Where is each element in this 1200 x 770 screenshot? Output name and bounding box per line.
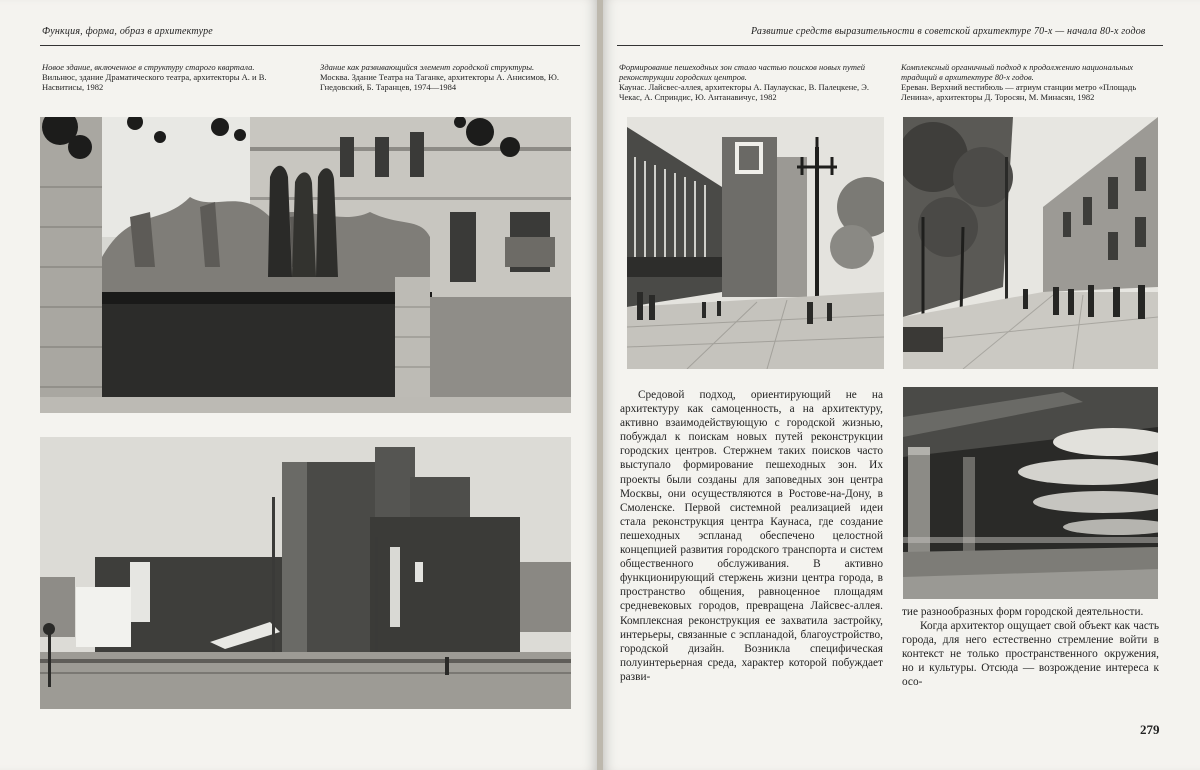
caption-yerevan-metro-title: Комплексный органичный подход к продолжению национальных традиций в архитектуре 80-х годов. [901,62,1134,82]
caption-taganka-theatre [320,62,578,92]
caption-vilnius-theatre-credits: Вильнюс, здание Драматического театра, архитекторы А. и В. Насвитисы, 1982 [42,72,267,92]
left-page [0,0,597,770]
caption-kaunas-alley-credits: Каунас. Лайсвес-аллея, архитекторы А. Паулаускас, В. Палецкене, Э. Чекас, А. Сприндис, Ю. Антанавичус, 1982 [619,82,870,102]
photo-vilnius-theatre [40,117,571,413]
caption-taganka-theatre-title: Здание как развивающийся элемент городской структуры. [320,62,535,72]
left-header-rule [40,45,580,46]
caption-yerevan-metro [901,62,1163,102]
photo-yerevan-street [903,117,1158,369]
photo-taganka-theatre [40,437,571,709]
right-running-head: Развитие средств выразительности в советской архитектуре 70-х — начала 80-х годов [751,26,1146,37]
article-paragraph-1-continuation: тие разнообразных форм городской деятельности. [902,606,1144,618]
article-paragraph-2: Когда архитектор ощущает свой объект как часть города, для него естественно стремление войти в контекст не только пространственного окружения, но и культуры. Отсюда — возрождение интереса к осо- [902,620,1159,689]
caption-kaunas-alley [619,62,887,102]
photo-metro-atrium [903,387,1158,599]
photo-kaunas-square [627,117,884,369]
right-page [603,0,1200,770]
article-column-left [620,388,883,684]
caption-kaunas-alley-title: Формирование пешеходных зон стало частью поисков новых путей реконструкции городских центров. [619,62,865,82]
caption-vilnius-theatre-title: Новое здание, включенное в структуру старого квартала. [42,62,255,72]
caption-taganka-theatre-credits: Москва. Здание Театра на Таганке, архитекторы А. Анисимов, Ю. Гнедовский, Б. Таранцев, 1974—1984 [320,72,559,92]
left-running-head: Функция, форма, образ в архитектуре [42,26,213,37]
article-paragraph-1: Средовой подход, ориентирующий не на архитектуру как самоценность, а на архитектуру, активно взаимодействующую с городской жизнью, побуждал к поискам новых путей реконструкции городских центров. Стержнем таких поисков часто выступало формирование пешеходных зон. Их проекты были созданы для заповедных зон центра Москвы, они осуществляются в Ростове-на-Дону, в Смоленске. Первой системной реализацией идеи стала реконструкция центра Каунаса, где создание пешеходных эспланад обеспечено целостной концепцией развития городского транспорта и систем общественного обслуживания. В активно функционирующий стержень жизни центра города, в пространство общения, равноценное площадям средневековых городов, превращена Лайсвес-аллея. Комплексная реконструкция ее захватила застройку, интерьеры, связанные с эспланадой, благоустройство, городской дизайн. Возникла специфическая полуинтерьерная среда, характер которой побуждает разви- [620,389,883,683]
caption-vilnius-theatre [42,62,294,92]
right-header-rule [617,45,1163,46]
article-column-right [902,605,1159,690]
page-number: 279 [1140,722,1160,737]
caption-yerevan-metro-credits: Ереван. Верхний вестибюль — атриум станции метро «Площадь Ленина», архитекторы Д. Торосян, М. Минасян, 1982 [901,82,1137,102]
